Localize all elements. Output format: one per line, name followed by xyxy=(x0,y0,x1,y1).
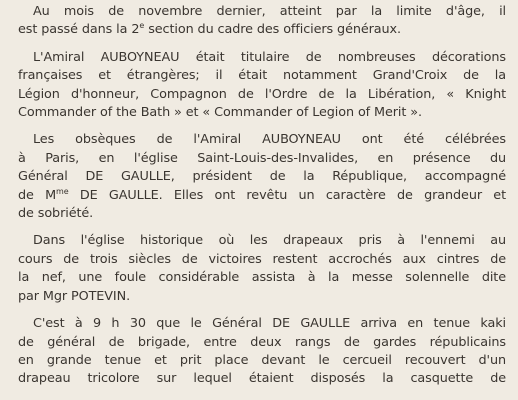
text-line: la nef, une foule considérable assista à la messe solennelle dite xyxy=(18,270,506,286)
paragraph-decorations xyxy=(18,49,506,123)
text-line xyxy=(18,21,506,39)
text-line xyxy=(18,187,506,205)
paragraph-retirement xyxy=(18,3,506,40)
text-line: de général de brigade, entre deux rangs de gardes républicains xyxy=(18,334,506,350)
text-line: drapeau tricolore sur lequel étaient disposés la casquette de xyxy=(18,371,506,387)
paragraph-funeral xyxy=(18,131,506,223)
text-line: Les obsèques de l'Amiral AUBOYNEAU ont été célébrées xyxy=(33,132,506,148)
text-fragment: section du cadre des officiers généraux. xyxy=(148,22,401,38)
text-line: Légion d'honneur, Compagnon de l'Ordre de la Libération, « Knight xyxy=(18,86,506,102)
text-line: Dans l'église historique où les drapeaux pris à l'ennemi au xyxy=(33,233,506,249)
text-line: Au mois de novembre dernier, atteint par la limite d'âge, il xyxy=(33,4,506,19)
text-fragment: est passé dans la 2 xyxy=(18,22,140,38)
text-line: cours de trois siècles de victoires restent accrochés aux cintres de xyxy=(18,251,506,267)
title-superscript: me xyxy=(56,186,69,196)
text-line: de sobriété. xyxy=(18,206,94,222)
text-line: à Paris, en l'église Saint-Louis-des-Invalides, en présence du xyxy=(18,150,506,166)
text-fragment: DE GAULLE. Elles ont revêtu un caractère de grandeur et xyxy=(68,187,506,203)
text-fragment: de M xyxy=(18,187,57,203)
paragraph-church xyxy=(18,232,506,306)
text-line: par Mgr POTEVIN. xyxy=(18,288,131,304)
ordinal-superscript: e xyxy=(139,21,145,31)
text-line: L'Amiral AUBOYNEAU était titulaire de nombreuses décorations xyxy=(33,49,506,65)
text-line: C'est à 9 h 30 que le Général DE GAULLE arriva en tenue kaki xyxy=(33,316,506,332)
text-line: Général DE GAULLE, président de la République, accompagné xyxy=(18,169,506,185)
paragraph-arrival xyxy=(18,315,506,389)
text-line: Commander of the Bath » et « Commander of Legion of Merit ». xyxy=(18,105,422,121)
text-line: françaises et étrangères; il était notamment Grand'Croix de la xyxy=(18,68,506,84)
text-line: en grande tenue et prit place devant le cercueil recouvert d'un xyxy=(18,352,506,368)
